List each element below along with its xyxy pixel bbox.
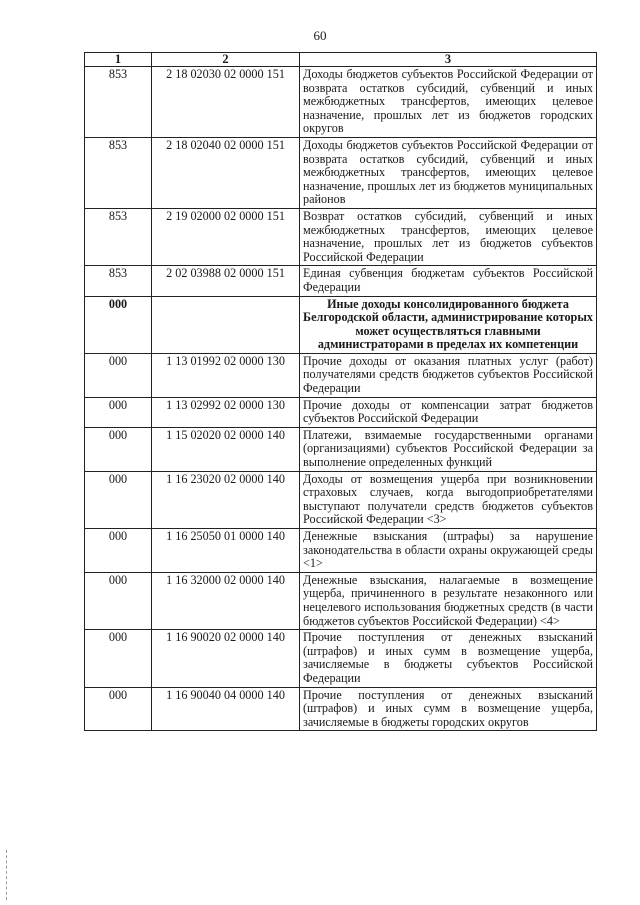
budget-code-cell <box>152 296 300 353</box>
table-row <box>85 687 597 731</box>
table-row <box>85 353 597 397</box>
table-row <box>85 296 597 353</box>
page-number: 60 <box>313 28 327 43</box>
budget-code-cell: 1 16 25050 01 0000 140 <box>152 529 300 573</box>
admin-code-cell: 000 <box>85 687 152 731</box>
revenue-description-cell: Прочие доходы от компенсации затрат бюджетов субъектов Российской Федерации <box>300 397 597 427</box>
admin-code-cell: 000 <box>85 296 152 353</box>
revenue-description-cell: Прочие доходы от оказания платных услуг (работ) получателями средств бюджетов субъектов Российской Федерации <box>300 353 597 397</box>
table-row <box>85 266 597 296</box>
revenue-description-cell: Платежи, взимаемые государственными органами (организациями) субъектов Российской Федерации за выполнение определенных функций <box>300 427 597 471</box>
revenue-description-cell: Единая субвенция бюджетам субъектов Российской Федерации <box>300 266 597 296</box>
table-body <box>85 67 597 731</box>
budget-code-cell: 1 13 01992 02 0000 130 <box>152 353 300 397</box>
table-row <box>85 397 597 427</box>
budget-code-cell: 1 15 02020 02 0000 140 <box>152 427 300 471</box>
table-row <box>85 471 597 528</box>
admin-code-cell: 000 <box>85 471 152 528</box>
budget-code-cell: 1 16 90020 02 0000 140 <box>152 630 300 687</box>
admin-code-cell: 000 <box>85 427 152 471</box>
table-row <box>85 67 597 138</box>
revenue-description-cell: Возврат остатков субсидий, субвенций и иных межбюджетных трансфертов, имеющих целевое назначение, прошлых лет из бюджетов субъектов Российской Федерации <box>300 208 597 265</box>
admin-code-cell: 000 <box>85 572 152 629</box>
revenue-description-cell: Денежные взыскания, налагаемые в возмещение ущерба, причиненного в результате незаконного или нецелевого использования бюджетных средств (в части бюджетов субъектов Российской Федерации) <4> <box>300 572 597 629</box>
revenue-description-cell: Прочие поступления от денежных взысканий (штрафов) и иных сумм в возмещение ущерба, зачисляемые в бюджеты субъектов Российской Федерации <box>300 630 597 687</box>
revenue-codes-table <box>84 52 597 731</box>
revenue-description-cell: Прочие поступления от денежных взысканий (штрафов) и иных сумм в возмещение ущерба, зачисляемые в бюджеты городских округов <box>300 687 597 731</box>
column-header-2: 2 <box>152 53 300 67</box>
table-row <box>85 630 597 687</box>
budget-code-cell: 1 13 02992 02 0000 130 <box>152 397 300 427</box>
revenue-description-cell: Денежные взыскания (штрафы) за нарушение законодательства в области охраны окружающей среды <1> <box>300 529 597 573</box>
admin-code-cell: 000 <box>85 529 152 573</box>
budget-code-cell: 2 02 03988 02 0000 151 <box>152 266 300 296</box>
admin-code-cell: 000 <box>85 353 152 397</box>
table-row <box>85 529 597 573</box>
budget-code-cell: 1 16 23020 02 0000 140 <box>152 471 300 528</box>
admin-code-cell: 853 <box>85 67 152 138</box>
budget-code-cell: 2 18 02030 02 0000 151 <box>152 67 300 138</box>
admin-code-cell: 853 <box>85 208 152 265</box>
admin-code-cell: 853 <box>85 137 152 208</box>
budget-code-cell: 2 19 02000 02 0000 151 <box>152 208 300 265</box>
table-row <box>85 137 597 208</box>
revenue-description-cell: Доходы от возмещения ущерба при возникновении страховых случаев, когда выгодоприобретателями выступают получатели средств бюджетов субъектов Российской Федерации <3> <box>300 471 597 528</box>
budget-code-cell: 1 16 90040 04 0000 140 <box>152 687 300 731</box>
budget-code-cell: 2 18 02040 02 0000 151 <box>152 137 300 208</box>
column-header-3: 3 <box>300 53 597 67</box>
table-row <box>85 427 597 471</box>
revenue-description-cell: Иные доходы консолидированного бюджета Белгородской области, администрирование которых может осуществляться главными администраторами в пределах их компетенции <box>300 296 597 353</box>
table-row <box>85 208 597 265</box>
binding-edge-marks <box>6 850 9 900</box>
table-header-row <box>85 53 597 67</box>
revenue-description-cell: Доходы бюджетов субъектов Российской Федерации от возврата остатков субсидий, субвенций и иных межбюджетных трансфертов, имеющих целевое назначение, прошлых лет из бюджетов городских округов <box>300 67 597 138</box>
budget-code-cell: 1 16 32000 02 0000 140 <box>152 572 300 629</box>
table-row <box>85 572 597 629</box>
revenue-description-cell: Доходы бюджетов субъектов Российской Федерации от возврата остатков субсидий, субвенций и иных межбюджетных трансфертов, имеющих целевое назначение, прошлых лет из бюджетов муниципальных районов <box>300 137 597 208</box>
column-header-1: 1 <box>85 53 152 67</box>
admin-code-cell: 853 <box>85 266 152 296</box>
admin-code-cell: 000 <box>85 397 152 427</box>
admin-code-cell: 000 <box>85 630 152 687</box>
